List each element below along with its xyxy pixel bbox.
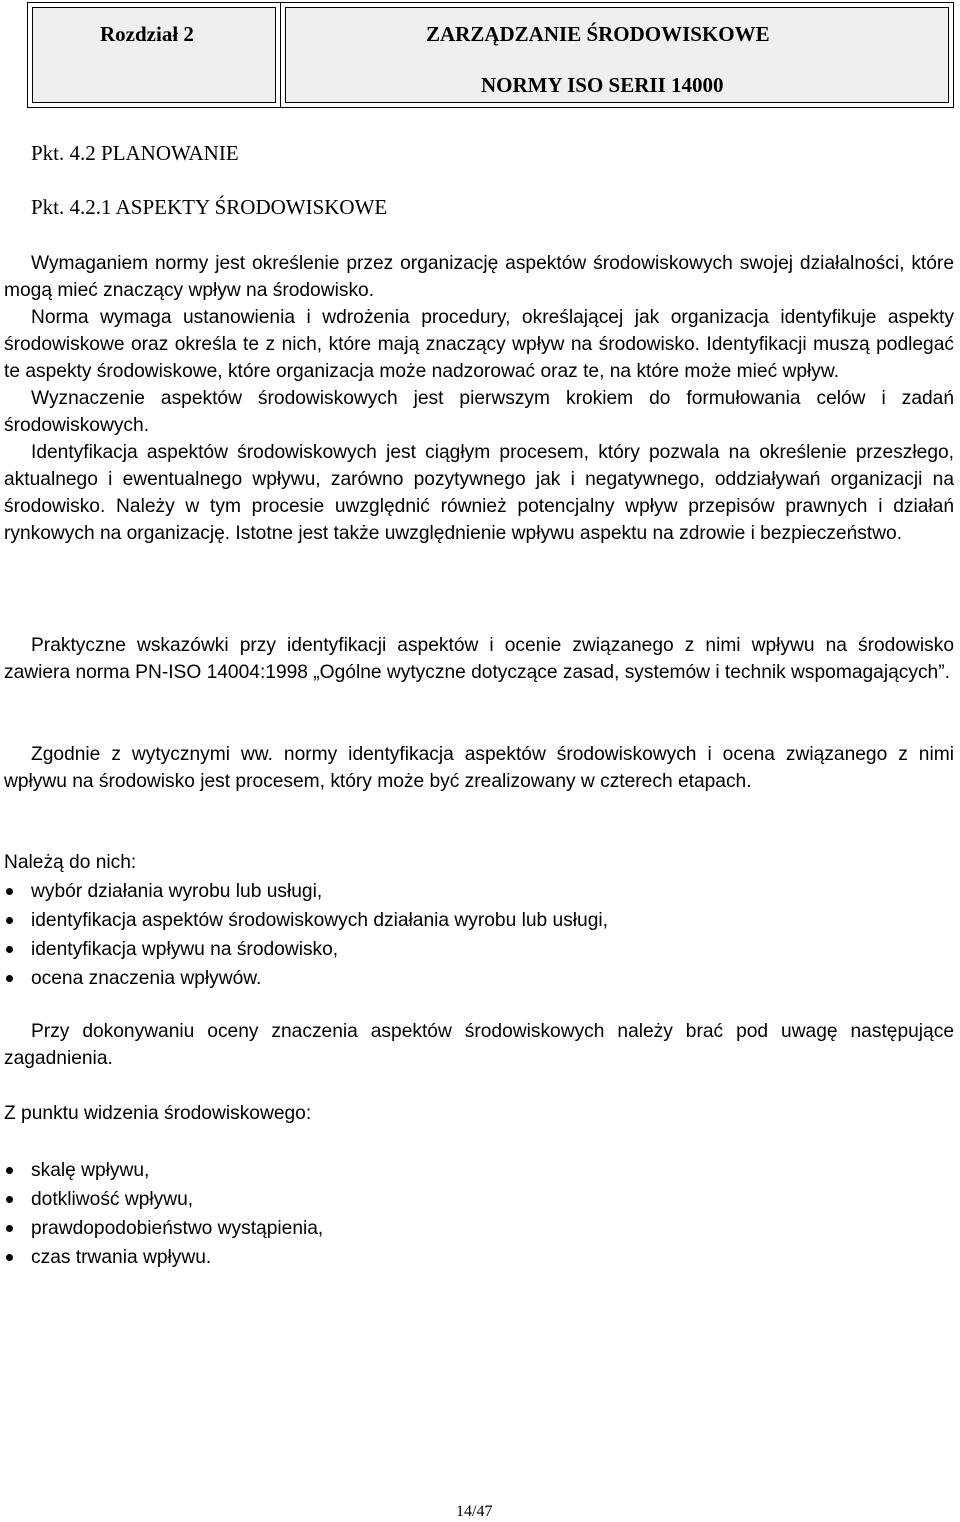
chapter-title: ZARZĄDZANIE ŚRODOWISKOWE [426,22,770,46]
list-item: prawdopodobieństwo wystąpienia, [4,1214,944,1243]
section-heading-aspekty: Pkt. 4.2.1 ASPEKTY ŚRODOWISKOWE [31,195,388,219]
page-number: 14/47 [456,1503,493,1520]
paragraph: Wyznaczenie aspektów środowiskowych jest pierwszym krokiem do formułowania celów i zadań środowiskowych. [4,388,954,436]
bullet-icon [6,1254,13,1261]
list-item: ocena znaczenia wpływów. [4,964,944,993]
list-item: identyfikacja wpływu na środowisko, [4,935,944,964]
list-item: czas trwania wpływu. [4,1243,944,1272]
paragraph: Norma wymaga ustanowienia i wdrożenia procedury, określającej jak organizacja identyfikuje aspekty środowiskowe oraz określa te z nich, które mają znaczący wpływ na środowisko. Identyfikacji muszą podlegać te aspekty środowiskowe, które organizacja może nadzorować oraz te, na które może mieć wpływ. [4,307,954,382]
bullet-icon [6,917,13,924]
paragraph: Identyfikacja aspektów środowiskowych jest ciągłym procesem, który pozwala na określenie przeszłego, aktualnego i ewentualnego wpływu, zarówno pozytywnego jak i negatywnego, oddziaływań organizacji na środowisko. Należy w tym procesie uwzględnić również potencjalny wpływ przepisów prawnych i działań rynkowych na organizację. Istotne jest także uwzględnienie wpływu aspektu na zdrowie i bezpieczeństwo. [4,442,954,544]
section-heading-planowanie: Pkt. 4.2 PLANOWANIE [31,141,239,165]
bullet-icon [6,1225,13,1232]
list-intro: Z punktu widzenia środowiskowego: [4,1103,312,1124]
bullet-icon [6,1167,13,1174]
list-intro: Należą do nich: [4,852,137,873]
list-item: dotkliwość wpływu, [4,1185,944,1214]
list-item: identyfikacja aspektów środowiskowych działania wyrobu lub usługi, [4,906,944,935]
stages-list [4,877,944,993]
bullet-icon [6,975,13,982]
bullet-icon [6,1196,13,1203]
chapter-header-box [27,2,954,108]
chapter-cell [28,3,281,107]
list-item: wybór działania wyrobu lub usługi, [4,877,944,906]
title-cell [281,3,953,107]
bullet-icon [6,888,13,895]
paragraph: Wymaganiem normy jest określenie przez organizację aspektów środowiskowych swojej działalności, które mogą mieć znaczący wpływ na środowisko. [4,253,954,301]
bullet-icon [6,946,13,953]
paragraph: Zgodnie z wytycznymi ww. normy identyfikacja aspektów środowiskowych i ocena związanego z nimi wpływu na środowisko jest procesem, który może być zrealizowany w czterech etapach. [4,744,954,792]
chapter-label: Rozdział 2 [100,22,194,46]
paragraph: Praktyczne wskazówki przy identyfikacji aspektów i ocenie związanego z nimi wpływu na środowisko zawiera norma PN-ISO 14004:1998 „Ogólne wytyczne dotyczące zasad, systemów i technik wspomagających”. [4,635,954,683]
list-item: skalę wpływu, [4,1156,944,1185]
paragraph: Przy dokonywaniu oceny znaczenia aspektów środowiskowych należy brać pod uwagę następujące zagadnienia. [4,1021,954,1069]
intro-paragraphs [4,250,954,547]
criteria-list [4,1156,944,1272]
chapter-subtitle: NORMY ISO SERII 14000 [481,73,724,97]
